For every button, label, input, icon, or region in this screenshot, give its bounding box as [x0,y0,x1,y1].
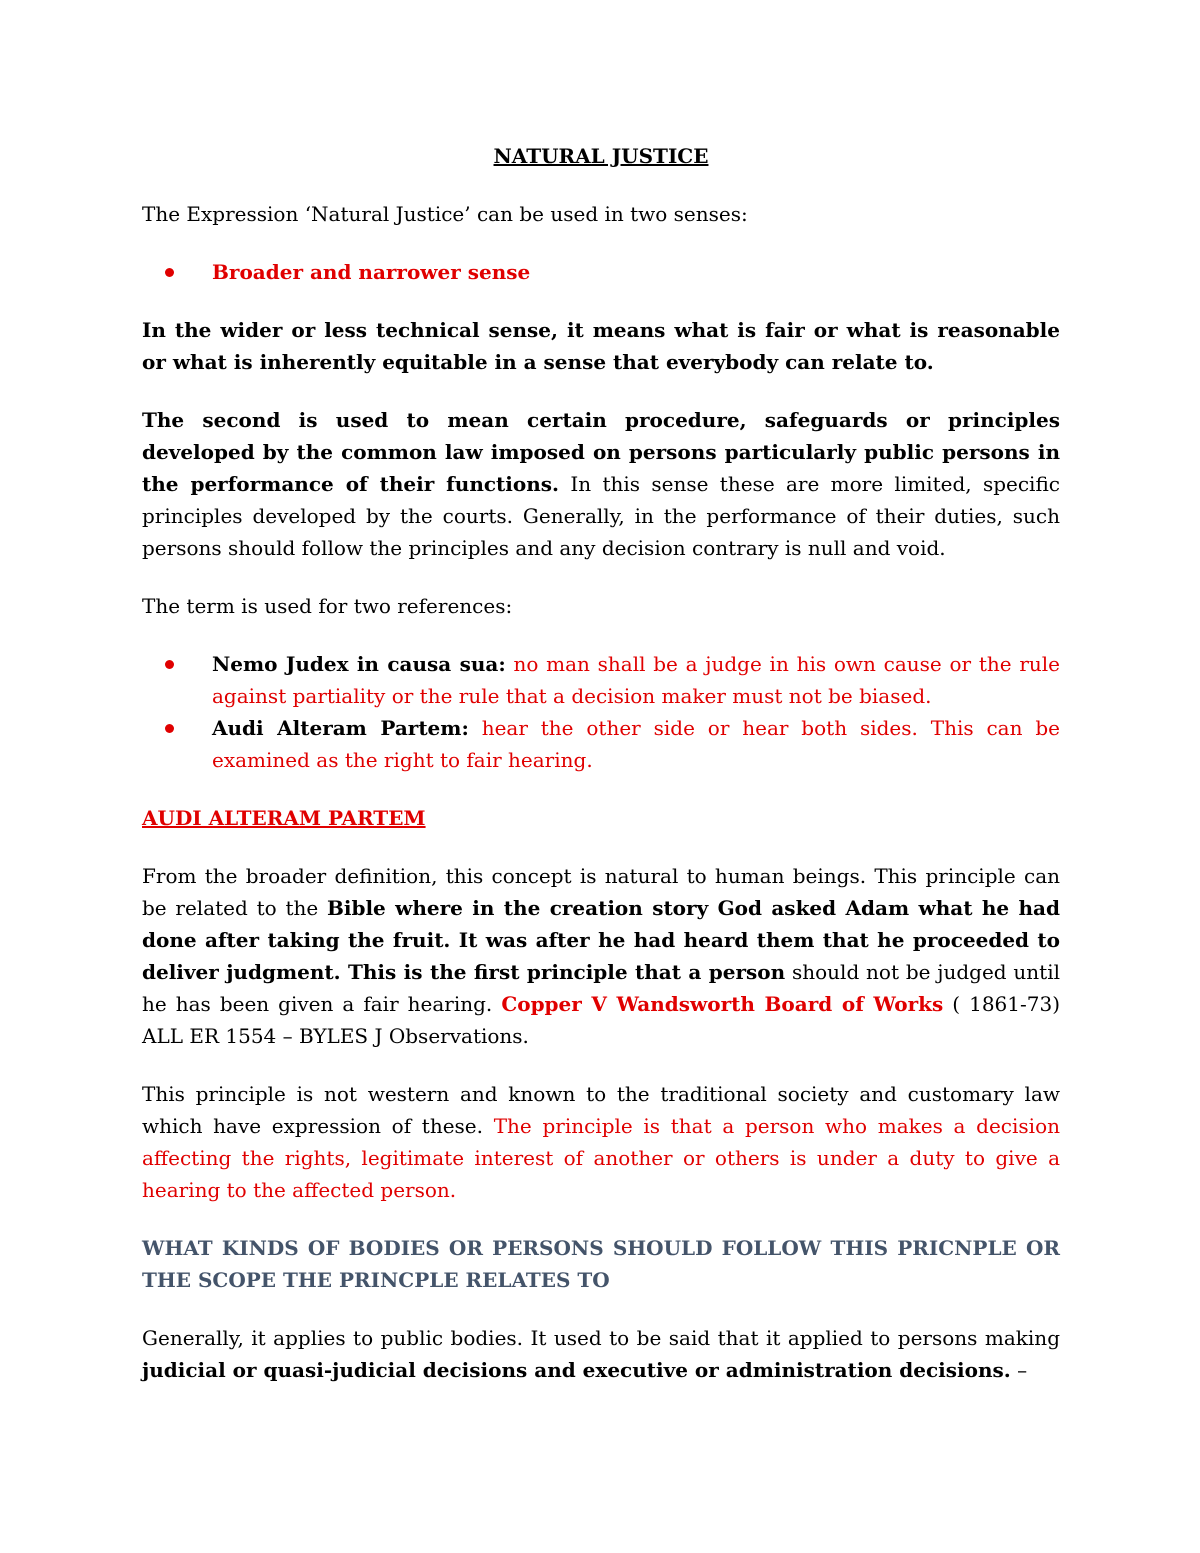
list-item [212,256,1060,288]
reference-label: Nemo Judex in causa sua: [212,652,506,676]
reference-label: Audi Alteram Partem: [212,716,469,740]
senses-list [142,256,1060,288]
paragraph-text: should not be judged until he has been given a fair hearing. [142,960,1060,1016]
term-paragraph: The term is used for two references: [142,594,513,618]
paragraph-bold-text: judicial or quasi-judicial decisions and executive or administration decisions. [142,1358,1011,1382]
second-sense-bold-text: The second is used to mean certain procedure, safeguards or principles developed by the common law imposed on persons particularly public persons in the performance of their functions. [142,408,1060,496]
bullet-icon [165,724,174,733]
section-heading: AUDI ALTERAM PARTEM [142,806,426,830]
second-sense-text: In this sense these are more limited, specific principles developed by the courts. Generally, in the performance of their duties, such persons should follow the principles and any decision contrary is null and void. [142,472,1060,560]
list-item [212,648,1060,712]
intro-paragraph: The Expression ‘Natural Justice’ can be used in two senses: [142,202,748,226]
document-body [142,140,1060,1386]
references-list [142,648,1060,776]
paragraph-text: Generally, it applies to public bodies. It used to be said that it applied to persons making [142,1326,1060,1350]
list-item [212,712,1060,776]
paragraph-text: This principle is not western and known to the traditional society and customary law which have expression of these. [142,1082,1060,1138]
case-citation: Copper V Wandsworth Board of Works [501,992,944,1016]
bullet-icon [165,660,174,669]
bullet-icon [165,268,174,277]
page-title: NATURAL JUSTICE [493,144,709,168]
reference-text: no man shall be a judge in his own cause or the rule against partiality or the rule that a decision maker must not be biased. [212,652,1060,708]
broader-definition-paragraph [142,860,1060,1052]
scope-heading: WHAT KINDS OF BODIES OR PERSONS SHOULD FOLLOW THIS PRICNPLE OR THE SCOPE THE PRINCPLE RELATES TO [142,1236,1060,1292]
second-sense-paragraph [142,404,1060,564]
paragraph-red-text: The principle is that a person who makes a decision affecting the rights, legitimate interest of another or others is under a duty to give a hearing to the affected person. [142,1114,1060,1202]
wider-sense-paragraph: In the wider or less technical sense, it means what is fair or what is reasonable or what is inherently equitable in a sense that everybody can relate to. [142,318,1060,374]
paragraph-text: ( 1861-73) ALL ER 1554 – BYLES J Observations. [142,992,1061,1048]
paragraph-text: From the broader definition, this concept is natural to human beings. This principle can be related to the [142,864,1060,920]
paragraph-bold-text: Bible where in the creation story God asked Adam what he had done after taking the fruit. It was after he had heard them that he proceeded to deliver judgment. This is the first principle that a person [142,896,1060,984]
senses-bullet-text: Broader and narrower sense [212,260,531,284]
western-paragraph [142,1078,1060,1206]
reference-text: hear the other side or hear both sides. This can be examined as the right to fair hearing. [212,716,1060,772]
paragraph-text: – [1010,1358,1028,1382]
generally-paragraph [142,1322,1060,1386]
